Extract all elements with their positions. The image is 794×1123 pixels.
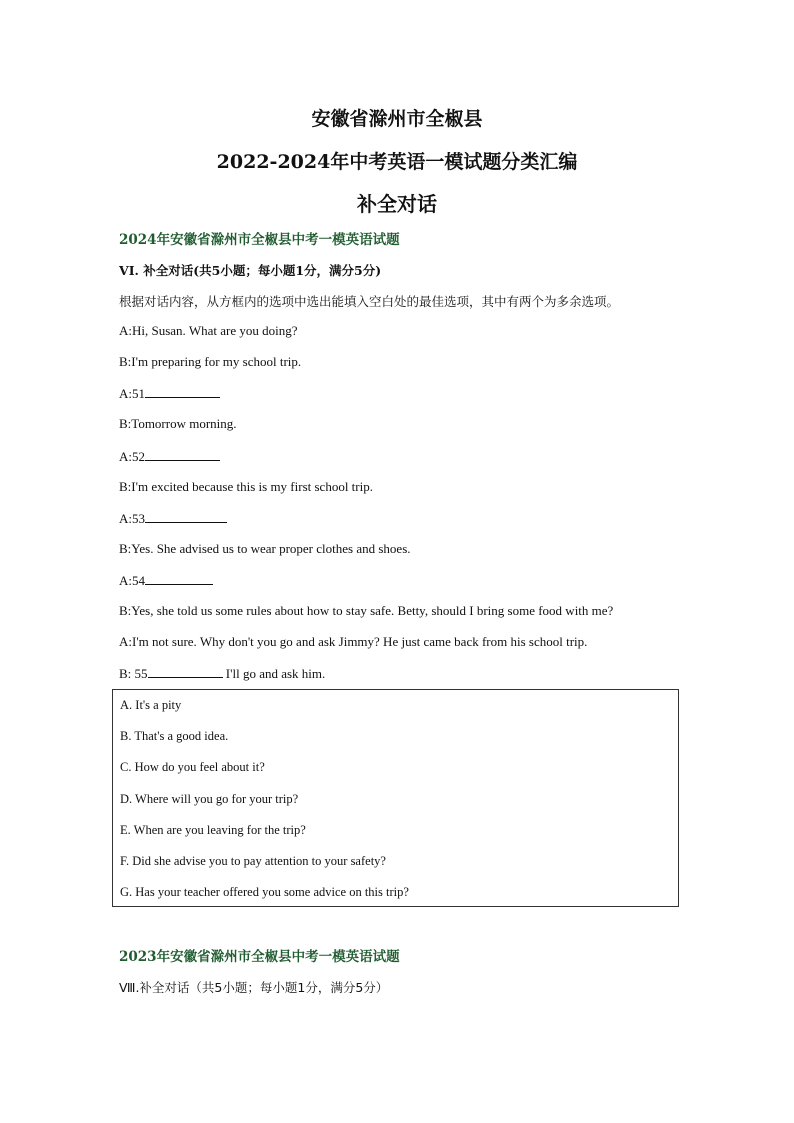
dialogue-line-9: A:54	[119, 572, 213, 589]
dialogue-line-7: A:53	[119, 510, 227, 527]
section-heading-2024: 2024年安徽省滁州市全椒县中考一模英语试题	[119, 232, 400, 248]
dialogue-line-8: B:Yes. She advised us to wear proper clothes and shoes.	[119, 541, 411, 556]
option-b: B. That's a good idea.	[120, 729, 229, 743]
answer-blank-55	[148, 665, 223, 678]
dialogue-line-4: B:Tomorrow morning.	[119, 416, 237, 431]
doc-title-collection: 2022-2024年中考英语一模试题分类汇编	[216, 151, 578, 173]
answer-blank-54	[145, 572, 213, 585]
option-c: C. How do you feel about it?	[120, 760, 265, 774]
dialogue-line-10: B:Yes, she told us some rules about how to stay safe. Betty, should I bring some food with me?	[119, 603, 614, 618]
dialogue-line-12: B: 55 I'll go and ask him.	[119, 666, 326, 681]
dialogue-line-3: A:51	[119, 385, 220, 402]
dialogue-line-11: A:I'm not sure. Why don't you go and ask Jimmy? He just came back from his school trip.	[119, 634, 588, 649]
answer-blank-53	[145, 510, 227, 523]
option-g: G. Has your teacher offered you some advice on this trip?	[120, 885, 409, 899]
dialogue-line-2: B:I'm preparing for my school trip.	[119, 354, 302, 369]
option-e: E. When are you leaving for the trip?	[120, 823, 306, 837]
dialogue-line-1: A:Hi, Susan. What are you doing?	[119, 323, 298, 338]
answer-blank-51	[145, 385, 220, 398]
part-title-2024: VI. 补全对话(共5小题；每小题1分，满分5分)	[119, 263, 382, 278]
options-box	[112, 689, 679, 907]
dialogue-line-6: B:I'm excited because this is my first school trip.	[119, 479, 373, 494]
instruction-text: 根据对话内容，从方框内的选项中选出能填入空白处的最佳选项，其中有两个为多余选项。	[119, 294, 620, 309]
option-a: A. It's a pity	[120, 698, 182, 712]
section-heading-2023: 2023年安徽省滁州市全椒县中考一模英语试题	[119, 949, 400, 965]
doc-title-region: 安徽省滁州市全椒县	[311, 108, 483, 130]
option-f: F. Did she advise you to pay attention to your safety?	[120, 854, 386, 868]
dialogue-line-5: A:52	[119, 448, 220, 465]
doc-title-topic: 补全对话	[357, 192, 437, 216]
option-d: D. Where will you go for your trip?	[120, 792, 299, 806]
part-title-2023: Ⅷ.补全对话（共5小题；每小题1分，满分5分）	[119, 980, 389, 995]
answer-blank-52	[145, 448, 220, 461]
